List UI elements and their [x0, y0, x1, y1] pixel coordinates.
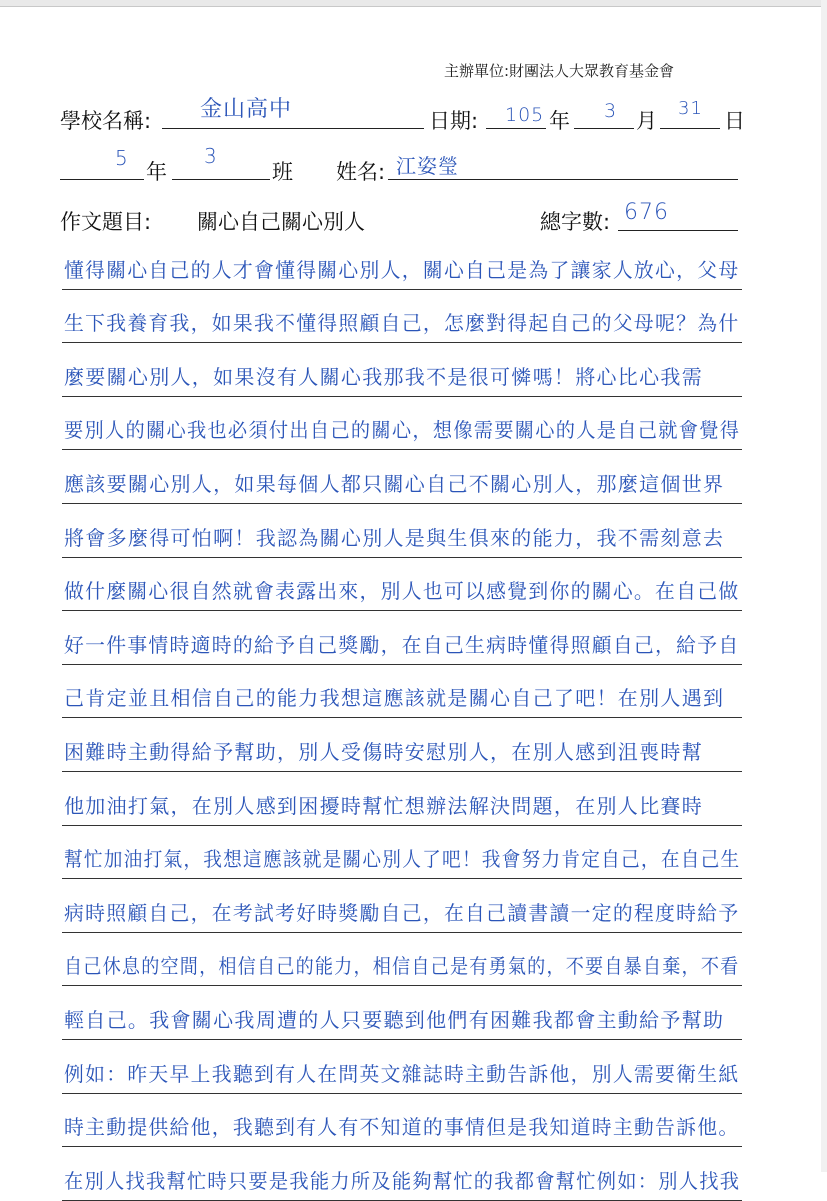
- scan-top-border: [0, 0, 827, 7]
- essay-line-text: 幫忙加油打氣，我想這應該就是關心別人了吧！我會努力肯定自己，在自己生: [64, 847, 741, 872]
- essay-line: [62, 772, 742, 826]
- scan-right-edge: [821, 0, 827, 1172]
- essay-line-text: 例如：昨天早上我聽到有人在問英文雜誌時主動告訴他，別人需要衛生紙: [64, 1061, 740, 1086]
- essay-line-text: 己肯定並且相信自己的能力我想這應該就是關心自己了吧！在別人遇到: [64, 686, 725, 711]
- date-label: 日期:: [429, 109, 479, 133]
- month-label: 月: [636, 109, 657, 133]
- essay-line: [62, 1094, 742, 1148]
- essay-line-text: 在別人找我幫忙時只要是我能力所及能夠幫忙的我都會幫忙例如：別人找我: [64, 1168, 741, 1193]
- day-label: 日: [724, 109, 745, 133]
- essay-line-text: 應該要關心別人，如果每個人都只關心自己不關心別人，那麼這個世界: [64, 471, 725, 496]
- essay-line: [62, 611, 742, 665]
- school-value: 金山高中: [200, 97, 293, 122]
- essay-line: [62, 558, 742, 612]
- sponsor-text: 主辦單位:財團法人大眾教育基金會: [444, 62, 675, 80]
- class-underline: [172, 179, 270, 180]
- class-value: 3: [204, 144, 218, 168]
- essay-line-text: 輕自己。我會關心我周遭的人只要聽到他們有困難我都會主動給予幫助: [64, 1007, 725, 1032]
- essay-line: [62, 1040, 742, 1094]
- essay-line: [62, 236, 742, 290]
- essay-line-text: 做什麼關心很自然就會表露出來，別人也可以感覺到你的關心。在自己做: [64, 579, 740, 604]
- school-underline: [162, 128, 424, 129]
- essay-line: [62, 718, 742, 772]
- essay-line: [62, 1147, 742, 1201]
- essay-line-text: 病時照顧自己，在考試考好時獎勵自己，在自己讀書讀一定的程度時給予: [64, 900, 740, 925]
- essay-line: [62, 986, 742, 1040]
- grade-value: 5: [115, 146, 129, 170]
- topic-label: 作文題目:: [60, 210, 152, 234]
- essay-line-text: 懂得關心自己的人才會懂得關心別人，關心自己是為了讓家人放心，父母: [64, 257, 740, 282]
- essay-line: [62, 933, 742, 987]
- essay-line-text: 好一件事情時適時的給予自己獎勵，在自己生病時懂得照顧自己，給予自: [64, 632, 740, 657]
- year-label: 年: [549, 109, 570, 133]
- grade-label: 年: [146, 160, 167, 184]
- day-value: 31: [678, 98, 703, 119]
- essay-line-text: 他加油打氣，在別人感到困擾時幫忙想辦法解決問題，在別人比賽時: [64, 793, 703, 818]
- month-value: 3: [604, 100, 618, 122]
- essay-line-text: 生下我養育我，如果我不懂得照顧自己，怎麼對得起自己的父母呢？為什: [64, 311, 740, 336]
- essay-line: [62, 504, 742, 558]
- day-underline: [660, 128, 720, 129]
- essay-line-text: 自己休息的空間，相信自己的能力，相信自己是有勇氣的，不要自暴自棄，不看: [64, 954, 740, 979]
- essay-line: [62, 343, 742, 397]
- wordcount-value: 676: [624, 200, 669, 225]
- year-value: 105: [505, 104, 545, 126]
- month-underline: [574, 128, 634, 129]
- year-underline: [486, 128, 546, 129]
- essay-body: [62, 236, 742, 1201]
- essay-line-text: 麼要關心別人，如果沒有人關心我那我不是很可憐嗎！將心比心我需: [64, 364, 703, 389]
- essay-line: [62, 826, 742, 880]
- grade-underline: [60, 179, 144, 180]
- essay-line: [62, 397, 742, 451]
- essay-line-text: 要別人的關心我也必須付出自己的關心，想像需要關心的人是自己就會覺得: [64, 418, 741, 443]
- name-underline: [388, 179, 738, 180]
- class-label: 班: [272, 160, 293, 184]
- school-label: 學校名稱:: [60, 109, 152, 133]
- essay-line: [62, 450, 742, 504]
- essay-line: [62, 665, 742, 719]
- wordcount-underline: [618, 230, 738, 231]
- topic-value: 關心自己關心別人: [197, 210, 365, 234]
- essay-line: [62, 290, 742, 344]
- name-value: 江姿瑩: [396, 154, 459, 178]
- essay-line-text: 困難時主動得給予幫助，別人受傷時安慰別人，在別人感到沮喪時幫: [64, 739, 703, 764]
- name-label: 姓名:: [336, 160, 386, 184]
- essay-line-text: 時主動提供給他，我聽到有人有不知道的事情但是我知道時主動告訴他。: [64, 1115, 740, 1140]
- essay-line: [62, 879, 742, 933]
- wordcount-label: 總字數:: [540, 210, 611, 234]
- essay-line-text: 將會多麼得可怕啊！我認為關心別人是與生俱來的能力，我不需刻意去: [64, 525, 725, 550]
